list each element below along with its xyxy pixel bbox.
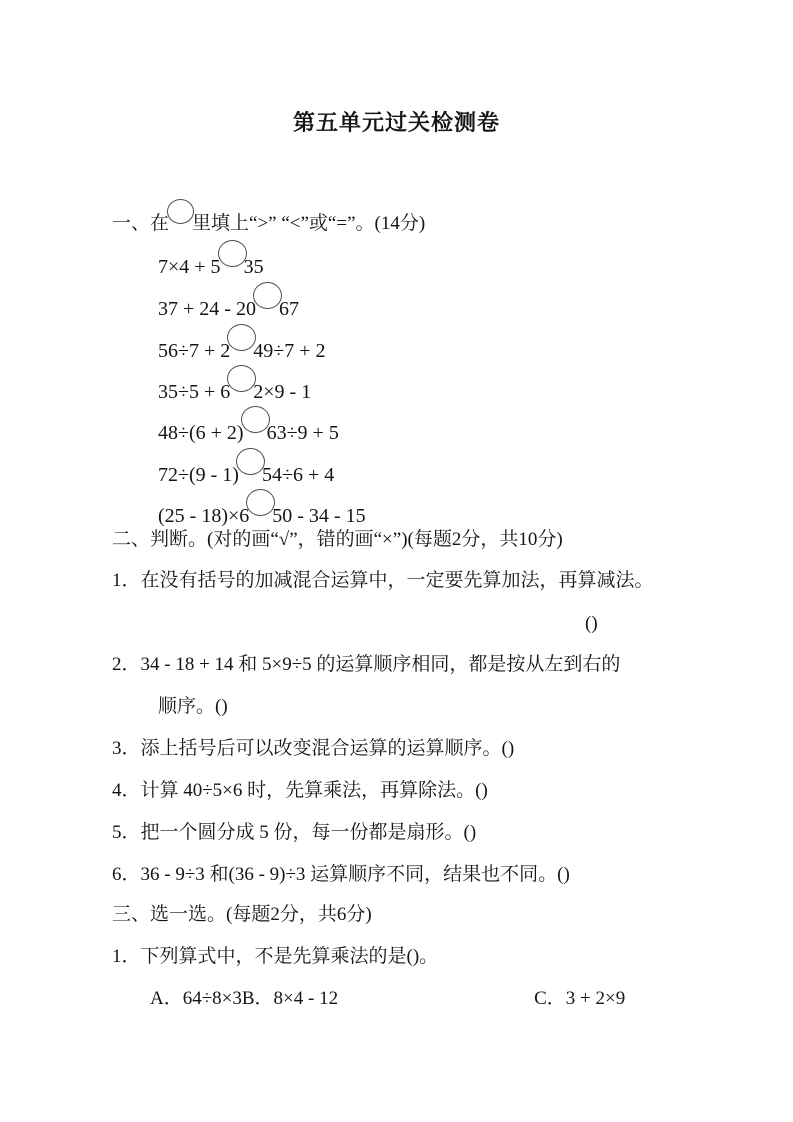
judge-item-4: 4．计算 40÷5×6 时，先算乘法，再算除法。() [112, 780, 488, 801]
blank-circle-icon [227, 365, 256, 392]
section1-heading [112, 199, 425, 238]
expression-right: 2×9 - 1 [253, 381, 312, 403]
expression-right: 63÷9 + 5 [266, 422, 339, 444]
blank-circle-icon [227, 324, 256, 351]
expression-right: 49÷7 + 2 [253, 340, 326, 362]
judge-item-2-line1: 2．34 - 18 + 14 和 5×9÷5 的运算顺序相同，都是按从左到右的 [112, 654, 621, 675]
option-b: B．8×4 - 12 [241, 988, 339, 1009]
expression-left: (25 - 18)×6 [158, 505, 250, 527]
option-c: C．3 + 2×9 [534, 988, 626, 1009]
expression-left: 37 + 24 - 20 [158, 298, 256, 320]
blank-circle-icon [218, 240, 247, 267]
blank-circle-icon [241, 406, 270, 433]
expression-left: 48÷(6 + 2) [158, 422, 244, 444]
judge-item-1-answer-blank: () [585, 613, 598, 634]
comparison-problem-7 [158, 489, 366, 530]
expression-right: 54÷6 + 4 [261, 464, 335, 486]
expression-left: 35÷5 + 6 [158, 381, 231, 403]
section2-heading: 二、判断。(对的画“√”，错的画“×”)(每题2分，共10分) [112, 529, 563, 550]
comparison-problem-5 [158, 406, 339, 447]
judge-item-6: 6．36 - 9÷3 和(36 - 9)÷3 运算顺序不同，结果也不同。() [112, 864, 570, 885]
judge-item-5: 5．把一个圆分成 5 份，每一份都是扇形。() [112, 822, 477, 843]
blank-circle-icon [246, 489, 275, 516]
expression-left: 72÷(9 - 1) [158, 464, 239, 486]
expression-right: 50 - 34 - 15 [272, 505, 366, 527]
section3-heading: 三、选一选。(每题2分，共6分) [112, 904, 372, 925]
expression-left: 7×4 + 5 [158, 256, 221, 278]
judge-item-3: 3．添上括号后可以改变混合运算的运算顺序。() [112, 738, 515, 759]
comparison-problem-1 [158, 240, 264, 281]
section1-heading-pre: 一、在 [112, 213, 170, 234]
expression-left: 56÷7 + 2 [158, 340, 231, 362]
expression-right: 35 [243, 256, 264, 278]
comparison-problem-2 [158, 282, 299, 323]
judge-item-2-line2: 顺序。() [158, 696, 228, 717]
choice-item-1-options [150, 985, 625, 1013]
blank-circle-icon [236, 448, 265, 475]
choice-item-1: 1．下列算式中，不是先算乘法的是()。 [112, 946, 439, 967]
blank-circle-icon [253, 282, 282, 309]
section1-heading-post: 里填上“>” “<”或“=”。(14分) [192, 213, 426, 234]
comparison-problem-6 [158, 448, 334, 489]
judge-item-1: 1．在没有括号的加减混合运算中，一定要先算加法，再算减法。 [112, 570, 654, 591]
blank-circle-icon [167, 199, 194, 224]
page-title: 第五单元过关检测卷 [292, 110, 500, 135]
expression-right: 67 [278, 298, 299, 320]
comparison-problem-3 [158, 324, 326, 365]
comparison-problem-4 [158, 365, 311, 406]
option-a: A．64÷8×3 [150, 988, 242, 1009]
